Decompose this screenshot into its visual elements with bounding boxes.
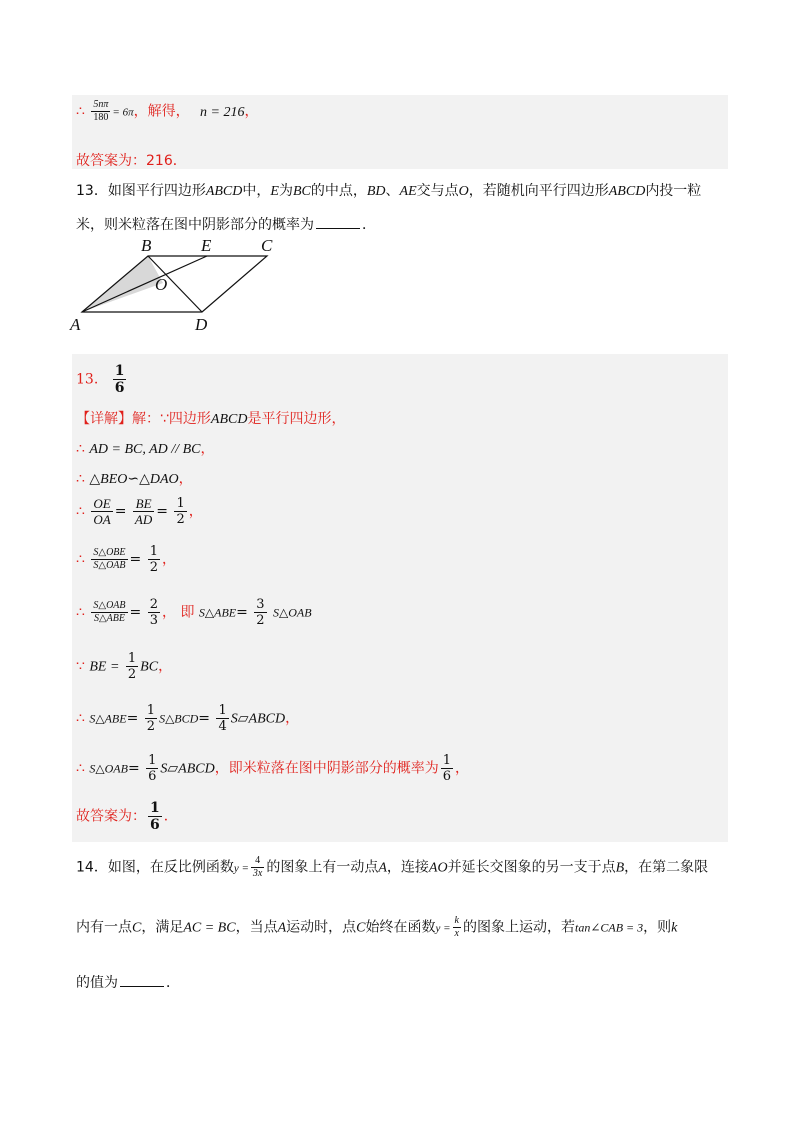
equation-rhs: = 6π xyxy=(112,106,134,119)
question-13-line1: 13．如图平行四边形ABCD中，E为BC的中点，BD、AE交与点O，若随机向平行四边形ABCD内投一粒 xyxy=(76,183,702,199)
answer-blank xyxy=(120,974,164,987)
label-d: D xyxy=(195,315,208,334)
detail-tag: 【详解】 xyxy=(76,411,132,427)
shaded-triangle-abo xyxy=(82,256,163,312)
answer-fraction-1-6: $\frac{1}{6}$ xyxy=(114,363,125,396)
therefore-symbol: ∴ xyxy=(76,103,85,120)
label-e: E xyxy=(201,236,212,255)
solution-12-equation-line: ∴ $\frac{5n\pi}{180}$ = 6π，解得， n = 216， xyxy=(76,99,259,123)
answer-blank xyxy=(316,216,360,229)
parallelogram-figure xyxy=(68,236,298,336)
question-14-line2: 内有一点C，满足AC = BC，当点A运动时，点C始终在函数y = $\frac{k}{x}$ 的图象上运动，若tan∠CAB = 3，则k xyxy=(76,915,678,939)
label-c: C xyxy=(261,236,273,255)
solution-13-detail-line: 【详解】解：∵四边形ABCD是平行四边形， xyxy=(76,411,346,427)
solution-13-line-ratio: ∴ $\frac{OE}{OA}$ = $\frac{BE}{AD}$ = $\frac{1}{2}$ ， xyxy=(76,496,203,527)
solution-13-line-s-oab: ∴ S△OAB= $\frac{1}{6}$ S▱ABCD，即米粒落在图中阴影部分的概率为 $\frac{1}{6}$ ， xyxy=(76,753,470,784)
label-o: O xyxy=(155,275,168,294)
solve-label: 解得， xyxy=(147,103,190,120)
question-14-line3: 的值为 ． xyxy=(76,975,180,991)
solution-13-answer-line: 13. $\frac{1}{6}$ xyxy=(76,363,125,396)
solution-13-line-area-ratio1: ∴ $\frac{\text{S△OBE}}{\text{S△OAB}}$ = $\frac{1}{2}$ ， xyxy=(76,544,176,575)
solution-13-line-s-abe: ∴ S△ABE= $\frac{1}{2}$ S△BCD= $\frac{1}{4}$ S▱ABCD， xyxy=(76,703,300,734)
solution-13-final-answer: 故答案为： $\frac{1}{6}$ ． xyxy=(76,800,178,833)
solution-13-line-area-ratio2: ∴ $\frac{\text{S△OAB}}{\text{S△ABE}}$ = $\frac{2}{3}$ ， 即 S△ABE= $\frac{3}{2}$ S△OAB xyxy=(76,597,312,628)
label-b: B xyxy=(141,236,152,255)
solution-13-line-similar: ∴ △BEO∽△DAO， xyxy=(76,471,193,487)
n-result: n = 216 xyxy=(200,104,245,120)
label-a: A xyxy=(70,315,81,334)
fraction-5npi-180: $\frac{5n\pi}{180}$ xyxy=(93,99,109,123)
question-14-line1: 14．如图，在反比例函数y = $\frac{4}{3x}$ 的图象上有一动点A，连接AO并延长交图象的另一支于点B，在第二象限 xyxy=(76,855,709,879)
question-13-line2: 米，则米粒落在图中阴影部分的概率为 ． xyxy=(76,217,376,233)
solution-13-line-ad-bc: ∴ AD = BC, AD // BC， xyxy=(76,441,215,457)
solution-13-line-be: ∵ BE = $\frac{1}{2}$ BC， xyxy=(76,651,173,682)
answer-12: 故答案为：216． xyxy=(76,153,187,169)
